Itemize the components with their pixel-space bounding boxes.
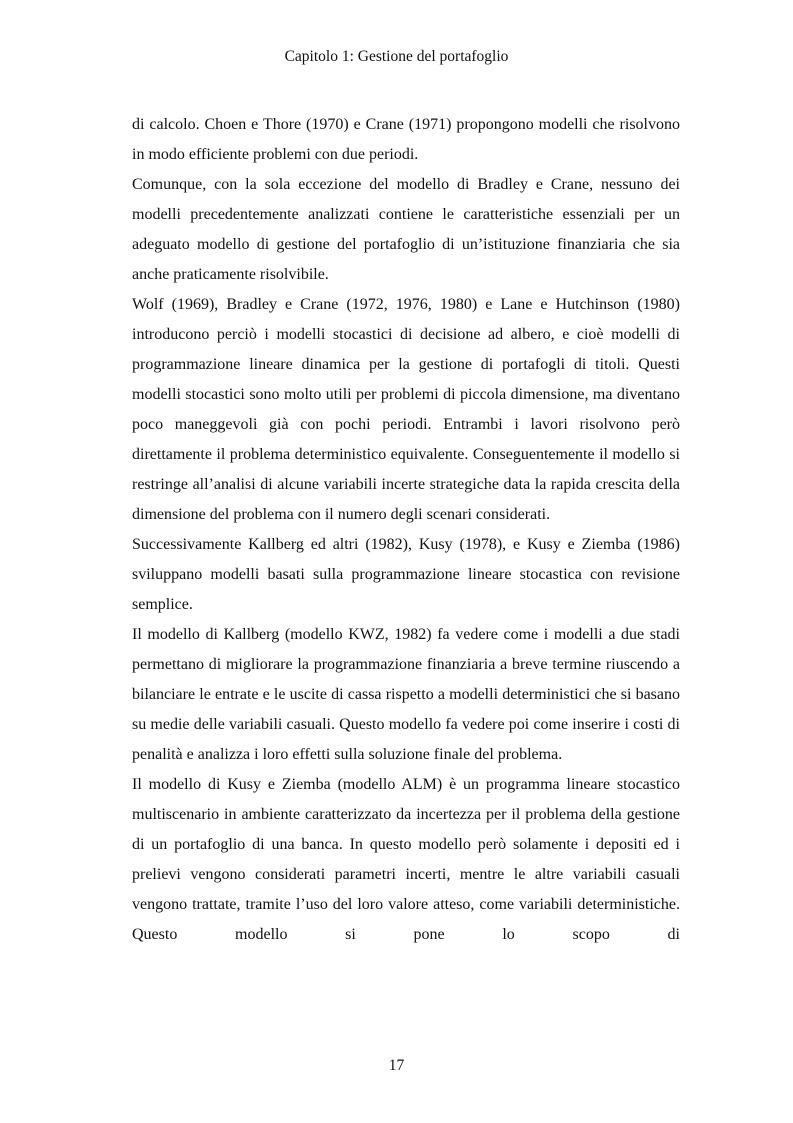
paragraph: Successivamente Kallberg ed altri (1982), Kusy (1978), e Kusy e Ziemba (1986) sviluppano modelli basati sulla programmazione lineare stocastica con revisione semplice. (132, 536, 680, 613)
paragraph: Wolf (1969), Bradley e Crane (1972, 1976, 1980) e Lane e Hutchinson (1980) introducono perciò i modelli stocastici di decisione ad albero, e cioè modelli di programmazione lineare dinamica per la gestione di portafogli di titoli. Questi modelli stocastici sono molto utili per problemi di piccola dimensione, ma diventano poco maneggevoli già con pochi periodi. Entrambi i lavori risolvono però direttamente il problema deterministico equivalente. Conseguentemente il modello si restringe all’analisi di alcune variabili incerte strategiche data la rapida crescita della dimensione del problema con il numero degli scenari considerati. (132, 296, 680, 523)
paragraph: Comunque, con la sola eccezione del modello di Bradley e Crane, nessuno dei modelli precedentemente analizzati contiene le caratteristiche essenziali per un adeguato modello di gestione del portafoglio di un’istituzione finanziaria che sia anche praticamente risolvibile. (132, 176, 680, 283)
body-text (132, 110, 680, 950)
page-number: 17 (388, 1057, 405, 1074)
paragraph: Il modello di Kusy e Ziemba (modello ALM) è un programma lineare stocastico multiscenario in ambiente caratterizzato da incertezza per il problema della gestione di un portafoglio di una banca. In questo modello però solamente i depositi ed i prelievi vengono considerati parametri incerti, mentre le altre variabili casuali vengono trattate, tramite l’uso del loro valore atteso, come variabili deterministiche. Questo modello si pone lo scopo di (132, 776, 680, 943)
paragraph: Il modello di Kallberg (modello KWZ, 1982) fa vedere come i modelli a due stadi permettano di migliorare la programmazione finanziaria a breve termine riuscendo a bilanciare le entrate e le uscite di cassa rispetto a modelli deterministici che si basano su medie delle variabili casuali. Questo modello fa vedere poi come inserire i costi di penalità e analizza i loro effetti sulla soluzione finale del problema. (132, 626, 680, 763)
running-header: Capitolo 1: Gestione del portafoglio (284, 48, 509, 65)
paragraph: di calcolo. Choen e Thore (1970) e Crane (1971) propongono modelli che risolvono in modo efficiente problemi con due periodi. (132, 116, 680, 163)
